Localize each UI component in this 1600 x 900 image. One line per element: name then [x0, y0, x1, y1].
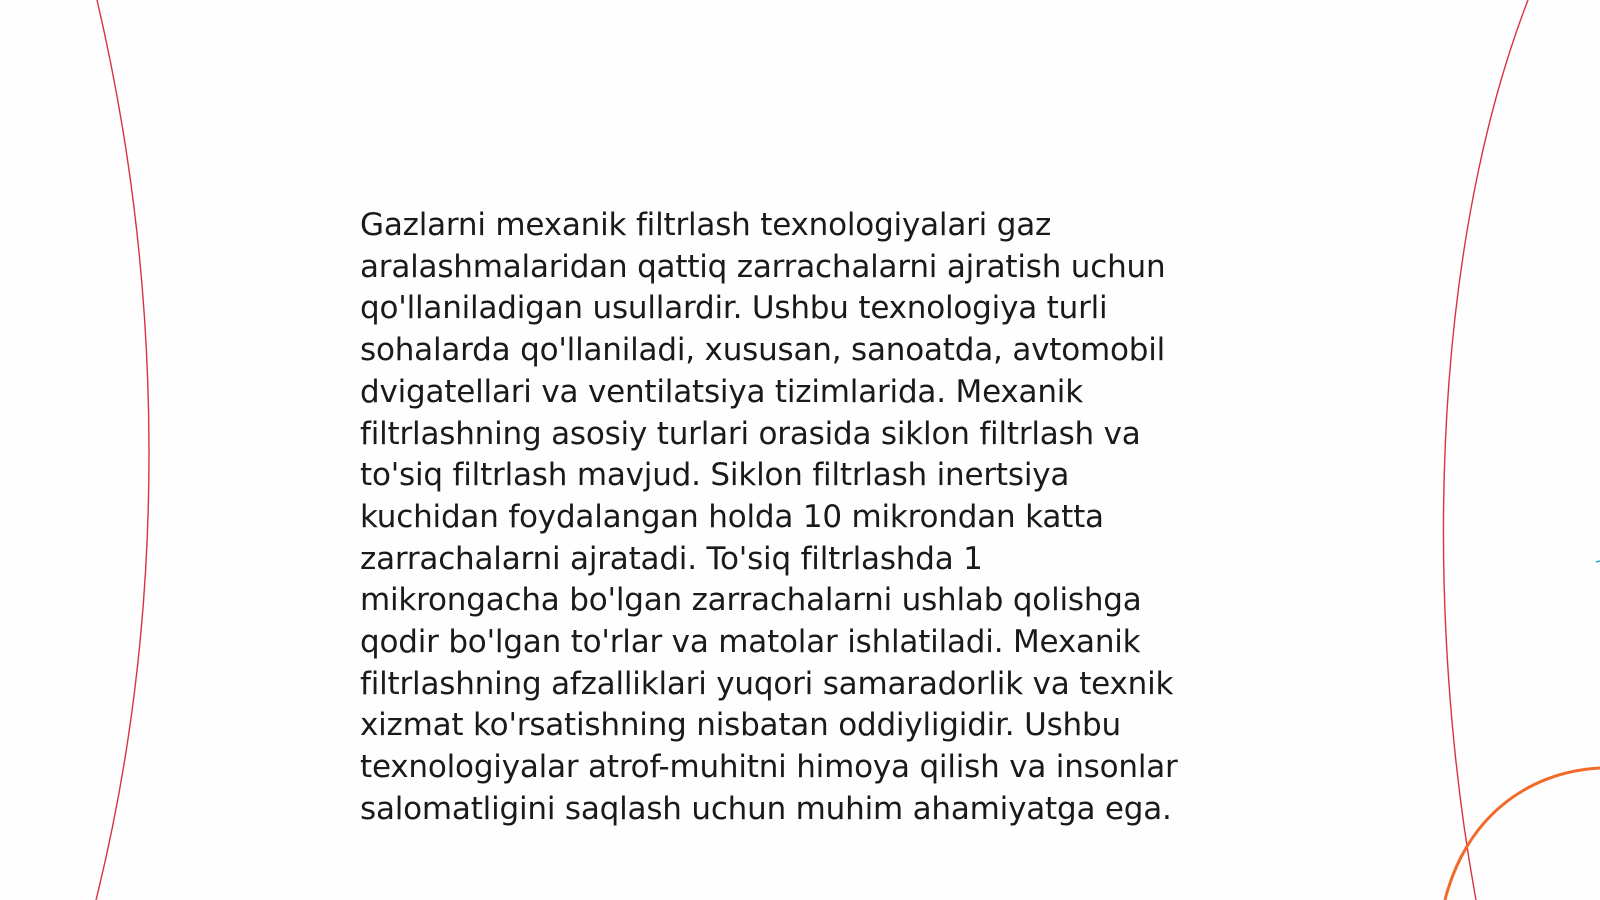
orange-arc: [1445, 768, 1600, 900]
blue-mark: [1596, 561, 1600, 562]
body-paragraph: Gazlarni mexanik filtrlash texnologiyalari gaz aralashmalaridan qattiq zarrachalarni ajratish uchun qo'llaniladigan usullardir. Ushbu texnologiya turli sohalarda qo'llaniladi, xususan, sanoatda, avtomobil dvigatellari va ventilatsiya tizimlarida. Mexanik filtrlashning asosiy turlari orasida siklon filtrlash va to'siq filtrlash mavjud. Siklon filtrlash inertsiya kuchidan foydalangan holda 10 mikrondan katta zarrachalarni ajratadi. To'siq filtrlashda 1 mikrongacha bo'lgan zarrachalarni ushlab qolishga qodir bo'lgan to'rlar va matolar ishlatiladi. Mexanik filtrlashning afzalliklari yuqori samaradorlik va texnik xizmat ko'rsatishning nisbatan oddiyligidir. Ushbu texnologiyalar atrof-muhitni himoya qilish va insonlar salomatligini saqlash uchun muhim ahamiyatga ega.: [360, 207, 1178, 827]
right-curve-line: [1443, 0, 1528, 900]
left-curve-line: [96, 0, 149, 900]
